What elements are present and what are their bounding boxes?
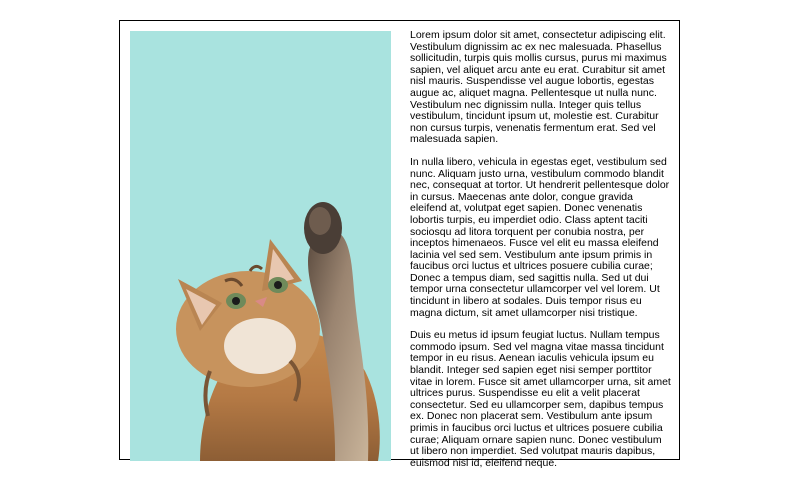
kitten-muzzle — [224, 318, 296, 374]
paragraph: Lorem ipsum dolor sit amet, consectetur adipiscing elit. Vestibulum dignissim ac ex nec malesuada. Phasellus sollicitudin, turpis quis mollis cursus, purus mi maximus sapien, vel aliquet arcu ante eu erat. Curabitur sit amet nisl mauris. Suspendisse vel augue lobortis, egestas augue ac, aliquet magna. Pellentesque ut nulla nunc. Vestibulum nec dignissim nulla. Integer quis tellus vestibulum, tincidunt ipsum ut, molestie est. Curabitur non cursus turpis, venenatis fermentum erat. Sed vel malesuada sapien. — [410, 29, 667, 146]
paragraph: Duis eu metus id ipsum feugiat luctus. Nullam tempus commodo ipsum. Sed vel magna vitae massa tincidunt tempor in eu risus. Aenean iaculis vehicula ipsum eu blandit. Integer sed sapien eget nisi semper porttitor vitae in lorem. Fusce sit amet ullamcorper urna, sit amet ultrices purus. Suspendisse eu elit a velit placerat consectetur. Sed eu ullamcorper sem, dapibus tempus ex. Donec non placerat sem. Vestibulum ante ipsum primis in faucibus orci luctus et ultrices posuere cubilia curae; Aliquam ornare sapien nunc. Donec vestibulum ut libero non imperdiet. Sed volutpat mauris dapibus, euismod nisl id, eleifend neque. — [410, 329, 671, 469]
kitten-photo — [130, 31, 391, 461]
kitten-paw-highlight — [309, 207, 331, 235]
paragraph: In nulla libero, vehicula in egestas eget, vestibulum sed nunc. Aliquam justo urna, vestibulum commodo blandit nec, consequat at tortor. Ut hendrerit pellentesque dolor in cursus. Maecenas ante dolor, congue gravida eleifend at, volutpat eget sapien. Donec venenatis lobortis turpis, eu imperdiet odio. Class aptent taciti sociosqu ad litora torquent per conubia nostra, per inceptos himenaeos. Fusce vel elit eu massa eleifend lacinia vel sed sem. Vestibulum ante ipsum primis in faucibus orci luctus et ultrices posuere cubilia curae; Donec a tempus diam, sed sagittis nulla. Sed ut dui tempor urna consectetur ullamcorper vel vel lorem. Ut tincidunt in libero at sodales. Duis tempor risus eu magna dictum, sit amet ullamcorper nisi tristique. — [410, 155, 670, 319]
kitten-illustration — [130, 31, 391, 461]
content-frame — [119, 20, 680, 469]
article-text — [410, 30, 672, 480]
kitten-left-pupil — [232, 297, 240, 305]
kitten-right-pupil — [274, 281, 282, 289]
